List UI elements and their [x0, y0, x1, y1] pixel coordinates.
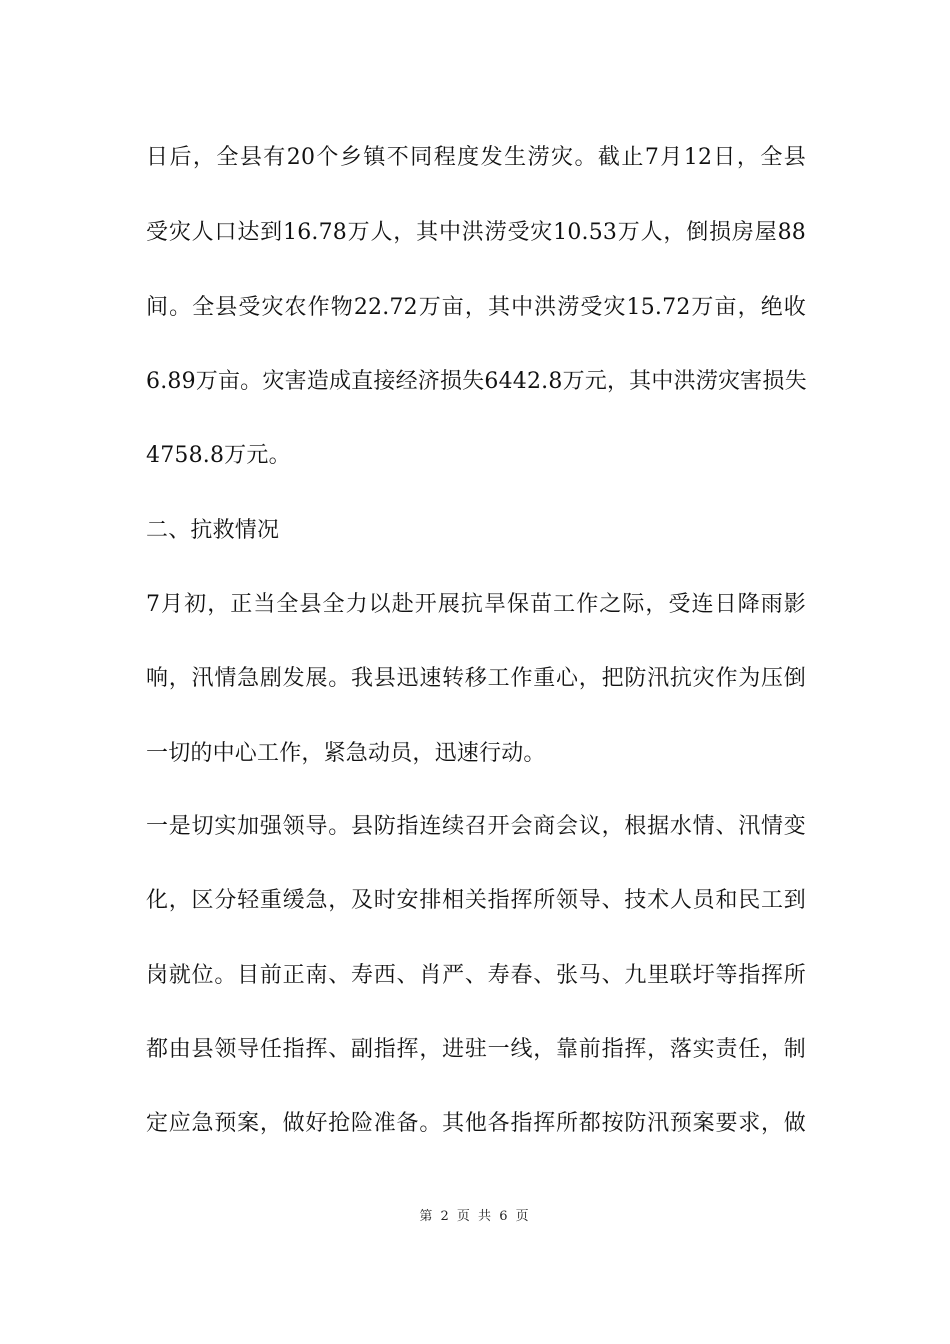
- body-text-line: 间。全县受灾农作物22.72万亩，其中洪涝受灾15.72万亩，绝收: [146, 295, 806, 320]
- body-text-line: 7月初，正当全县全力以赴开展抗旱保苗工作之际，受连日降雨影: [146, 592, 806, 617]
- body-text-line: 6.89万亩。灾害造成直接经济损失6442.8万元，其中洪涝灾害损失: [146, 369, 807, 394]
- section-heading: 二、抗救情况: [146, 518, 280, 543]
- body-text-line: 都由县领导任指挥、副指挥，进驻一线，靠前指挥，落实责任，制: [146, 1037, 806, 1062]
- body-text-line: 一切的中心工作，紧急动员，迅速行动。: [146, 741, 546, 766]
- body-text-line: 化，区分轻重缓急，及时安排相关指挥所领导、技术人员和民工到: [146, 888, 806, 913]
- page-number-footer: 第 2 页 共 6 页: [419, 1209, 531, 1224]
- body-text-line: 响，汛情急剧发展。我县迅速转移工作重心，把防汛抗灾作为压倒: [146, 666, 806, 691]
- body-text-line: 日后，全县有20个乡镇不同程度发生涝灾。截止7月12日，全县: [146, 145, 806, 170]
- body-text-line: 4758.8万元。: [146, 443, 291, 468]
- body-text-line: 定应急预案，做好抢险准备。其他各指挥所都按防汛预案要求，做: [146, 1111, 806, 1136]
- body-text-line: 受灾人口达到16.78万人，其中洪涝受灾10.53万人，倒损房屋88: [146, 220, 806, 245]
- body-text-line: 一是切实加强领导。县防指连续召开会商会议，根据水情、汛情变: [146, 814, 806, 839]
- body-text-line: 岗就位。目前正南、寿西、肖严、寿春、张马、九里联圩等指挥所: [146, 963, 806, 988]
